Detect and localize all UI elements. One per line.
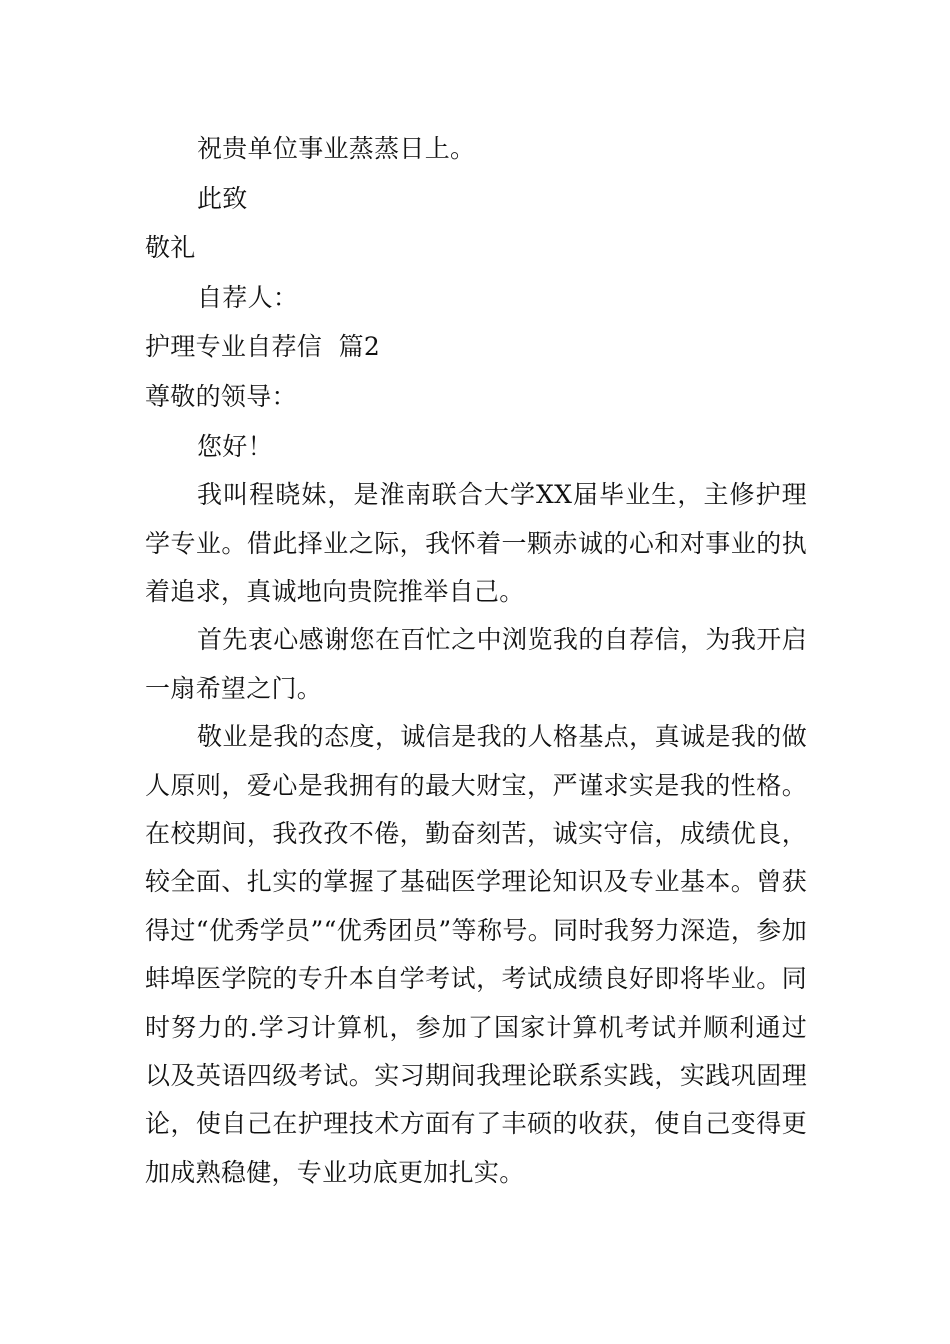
document-page bbox=[145, 124, 807, 1197]
closing-salutation-2: 敬礼 bbox=[145, 233, 196, 263]
letter-2-paragraph-1: 我叫程晓妹，是淮南联合大学XX届毕业生，主修护理学专业。借此择业之际，我怀着一颗赤诚的心和对事业的执着追求，真诚地向贵院推举自己。 bbox=[145, 480, 807, 606]
closing-wish: 祝贵单位事业蒸蒸日上。 bbox=[197, 134, 476, 163]
letter-2-paragraph-2: 首先衷心感谢您在百忙之中浏览我的自荐信，为我开启一扇希望之门。 bbox=[145, 625, 807, 703]
letter-2-greeting: 您好！ bbox=[197, 431, 273, 461]
closing-salutation-1: 此致 bbox=[197, 183, 248, 213]
letter-2-paragraph-3: 敬业是我的态度，诚信是我的人格基点，真诚是我的做人原则，爱心是我拥有的最大财宝，严谨求实是我的性格。在校期间，我孜孜不倦，勤奋刻苦，诚实守信，成绩优良，较全面、扎实的掌握了基础医学理论知识及专业基本。曾获得过“优秀学员”“优秀团员”等称号。同时我努力深造，参加蚌埠医学院的专升本自学考试，考试成绩良好即将毕业。同时努力的.学习计算机，参加了国家计算机考试并顺利通过以及英语四级考试。实习期间我理论联系实践，实践巩固理论，使自己在护理技术方面有了丰硕的收获，使自己变得更加成熟稳健，专业功底更加扎实。 bbox=[145, 722, 807, 1187]
closing-signature: 自荐人： bbox=[197, 282, 299, 312]
letter-2-title: 护理专业自荐信 篇2 bbox=[145, 332, 381, 362]
letter-2-addressee: 尊敬的领导： bbox=[145, 381, 297, 411]
